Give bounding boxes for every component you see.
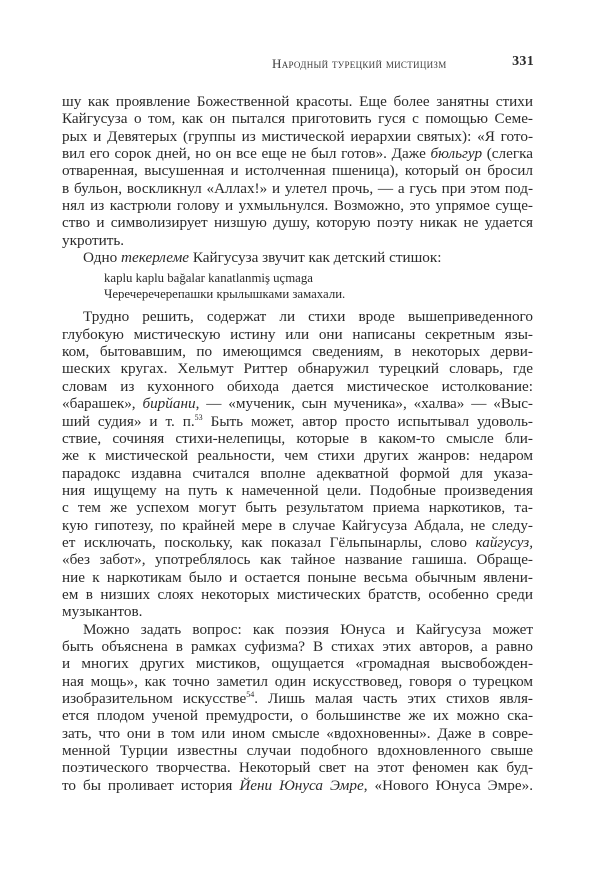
text-line: зать, что они в том или ином смысле «вдохновенны». Даже в совре- (62, 724, 533, 742)
text-line: ком, бытовавшим, по имеющимся сведениям, в некоторых дерви- (62, 343, 533, 361)
italic-term: Йени Юнуса Эмре (239, 776, 364, 794)
text-line: ство и символизирует низшую душу, которую поэту никак не удается (62, 214, 533, 232)
italic-term: кайгусуз, (475, 533, 533, 551)
text-line: нял из кастрюли голову и ухмыльнулся. Возможно, это упрямое суще- (62, 197, 533, 215)
text-line: Кайгусуза о том, как он пытался приготовить гуся с помощью Семе- (62, 110, 533, 128)
text-line: вил его сорок дней, но он все еще не был готов». Даже бюльгур (слегка (62, 145, 533, 163)
text-line: укротить. (62, 231, 125, 249)
text-line: ная мощь», как точно заметил один искусствовед, говоря о турецком (62, 672, 533, 690)
text-line: глубокую мистическую истину или они написаны секретным язы- (62, 325, 533, 343)
text-line: словам из кухонного обихода дается мистическое истолкование: (62, 377, 533, 395)
running-head-title: Народный турецкий мистицизм (272, 56, 447, 71)
text-line: то бы проливает история Йени Юнуса Эмре, «Нового Юнуса Эмре». (62, 776, 534, 794)
footnote-ref[interactable]: 53 (194, 412, 203, 422)
text-line: шеских кругах. Хельмут Риттер обнаружил турецкий словарь, где (62, 360, 533, 378)
text-line: поэтического творчества. Некоторый свет на этот феномен как буд- (62, 759, 533, 777)
text-line: ния ищущему на путь к намеченной цели. Подобные произведения (62, 481, 533, 499)
text-line: ствие, сочиняя стихи-нелепицы, которые в каком-то смысле бли- (62, 429, 533, 447)
paragraph-sufism-question (62, 621, 533, 794)
text-line: «без забот», употреблялось как тайное название гашиша. Обраще- (62, 551, 533, 569)
text-line: кую гипотезу, по крайней мере в случае Кайгусуза Абдала, не следу- (62, 516, 533, 534)
body-text (62, 93, 533, 794)
text-line: ние к наркотикам было и остается поныне весьма обычным явлени- (62, 568, 533, 586)
text-line: Трудно решить, содержат ли стихи вроде вышеприведенного (83, 308, 533, 326)
text-line: быть объяснена в рамках суфизма? В стихах этих авторов, а равно (62, 637, 533, 655)
text-line: Одно текерлеме Кайгусуза звучит как детский стишок: (83, 249, 442, 267)
text-line: ший судия» и т. п.$^{53}$ Быть может, автор просто испытывал удоволь- (62, 412, 533, 430)
verse-translation: Черечеречерепашки крылышками замахали. (104, 287, 346, 302)
italic-term: бюльгур (430, 145, 483, 163)
text-line: Можно задать вопрос: как поэзия Юнуса и Кайгусуза может (83, 620, 533, 638)
text-line: ем в низших слоях некоторых мистических братств, особенно среди (62, 585, 533, 603)
text-line: в бульон, воскликнул «Аллах!» и улетел прочь, — а гусь при этом под- (62, 179, 533, 197)
text-line: с тем же успехом могут быть результатом приема наркотиков, та- (62, 499, 533, 517)
text-line: «барашек», бирйани, — «мученик, сын мученика», «халва» — «Выс- (62, 395, 533, 413)
text-line: менной Турции известны случаи подобного вдохновленного свыше (62, 742, 533, 760)
running-head (272, 54, 534, 72)
text-line: музыкантов. (62, 603, 143, 621)
footnote-ref[interactable]: 54 (246, 690, 255, 699)
text-line: ет исключать, поскольку, как показал Гёльпынарлы, слово кайгусуз, (62, 533, 533, 551)
text-line: отваренная, высушенная и истолченная пшеница), который он бросил (62, 162, 533, 180)
italic-term: бирйани (142, 395, 196, 413)
text-line: ется плодом ученой премудрости, о большинстве же их можно ска- (62, 707, 533, 725)
text-line: рых и Девятерых (группы из мистической иерархии святых): «Я гото- (62, 127, 533, 145)
paragraph-goose-story (62, 93, 533, 249)
italic-term: текерлеме (121, 249, 190, 267)
text-line: шу как проявление Божественной красоты. Еще более занятны стихи (62, 93, 533, 110)
text-line: же к мистической реальности, чем стихи других жанров: недаром (62, 447, 533, 465)
paragraph-tekerleme-intro (62, 249, 533, 266)
verse-block (62, 270, 533, 302)
text-line: парадокс издавна считался вполне адекватной формой для указа- (62, 464, 533, 482)
paragraph-secret-language (62, 308, 533, 620)
text-line: изобразительном искусстве$^{54}$. Лишь малая часть этих стихов явля- (62, 690, 533, 707)
text-line: и многих других мистиков, ощущается «громадная высвобожден- (62, 655, 533, 673)
page-number: 331 (512, 54, 534, 69)
verse-original-turkish: kaplu kaplu bağalar kanatlanmiş uçmaga (104, 271, 313, 286)
